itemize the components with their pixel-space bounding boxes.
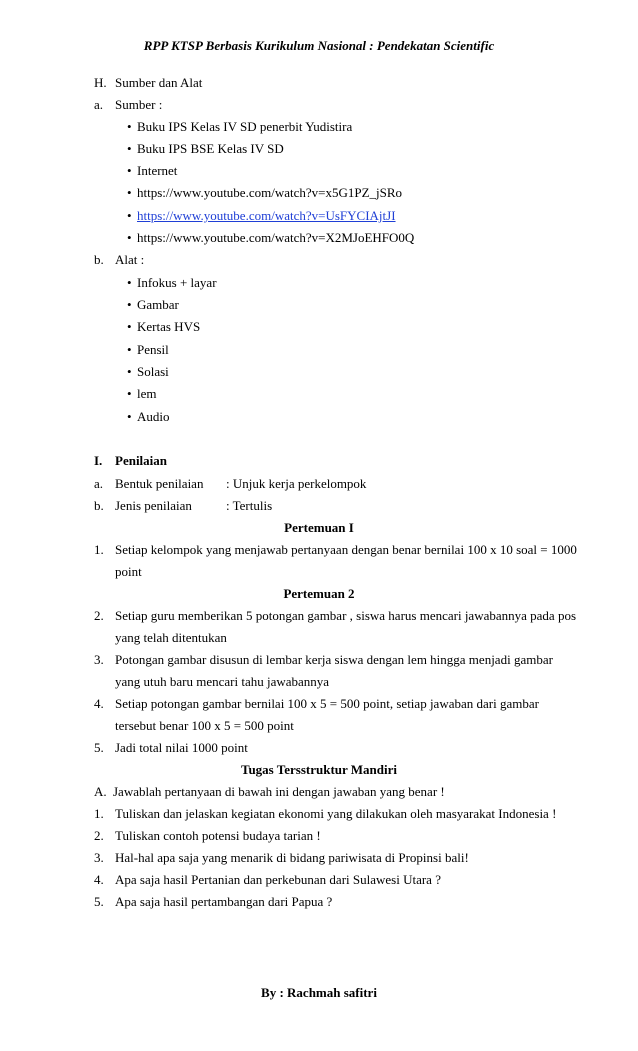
bullet-icon: • [127, 364, 132, 379]
sumber-item-text: Internet [137, 163, 178, 178]
numbered-item [94, 652, 553, 668]
item-number: 3. [94, 652, 104, 667]
page-header: RPP KTSP Berbasis Kurikulum Nasional : Pendekatan Scientific [143, 38, 495, 53]
sumber-heading [94, 97, 162, 113]
bullet-icon: • [127, 409, 132, 424]
alat-item-text: Infokus + layar [137, 275, 217, 290]
bullet-icon: • [127, 297, 132, 312]
pertemuan-2-title: Pertemuan 2 [283, 586, 355, 601]
sumber-item-text: Buku IPS Kelas IV SD penerbit Yudistira [137, 119, 353, 134]
alat-item [127, 319, 200, 335]
tugas-question [94, 806, 556, 822]
item-number: 4. [94, 696, 104, 711]
bullet-icon: • [127, 275, 132, 290]
sumber-item-text: https://www.youtube.com/watch?v=X2MJoEHFO0Q [137, 230, 415, 245]
sumber-item [127, 230, 414, 246]
alat-item-text: Pensil [137, 342, 169, 357]
youtube-link[interactable]: https://www.youtube.com/watch?v=UsFYCIAjtJI [137, 208, 396, 223]
item-number: 5. [94, 740, 104, 755]
numbered-item [94, 608, 576, 624]
bullet-icon: • [127, 119, 132, 134]
bentuk-penilaian-row [94, 476, 366, 492]
bullet-icon: • [127, 163, 132, 178]
alat-letter: b. [94, 252, 104, 267]
alat-item [127, 342, 169, 358]
item-text: Setiap guru memberikan 5 potongan gambar , siswa harus mencari jawabannya pada pos [115, 608, 576, 623]
numbered-item [94, 740, 248, 756]
bullet-icon: • [127, 208, 132, 223]
question-number: 4. [94, 872, 104, 887]
tugas-question [94, 894, 332, 910]
question-number: 5. [94, 894, 104, 909]
section-i-heading [94, 453, 167, 469]
bullet-icon: • [127, 141, 132, 156]
bentuk-label: Bentuk penilaian [115, 476, 204, 491]
alat-item [127, 297, 179, 313]
tugas-intro [94, 784, 445, 800]
bentuk-value: : Unjuk kerja perkelompok [226, 476, 367, 491]
item-number: 1. [94, 542, 104, 557]
question-text: Apa saja hasil Pertanian dan perkebunan dari Sulawesi Utara ? [115, 872, 441, 887]
bullet-icon: • [127, 185, 132, 200]
bentuk-letter: a. [94, 476, 104, 491]
numbered-item [94, 696, 539, 712]
question-number: 2. [94, 828, 104, 843]
sumber-label: Sumber : [115, 97, 163, 112]
item-text-continued: yang utuh baru mencari tahu jawabannya [115, 674, 330, 689]
alat-item-text: Audio [137, 409, 170, 424]
jenis-value: : Tertulis [226, 498, 273, 513]
sumber-item-text: https://www.youtube.com/watch?v=x5G1PZ_jSRo [137, 185, 403, 200]
sumber-item [127, 141, 284, 157]
item-text-continued: tersebut benar 100 x 5 = 500 point [115, 718, 294, 733]
bullet-icon: • [127, 386, 132, 401]
jenis-label: Jenis penilaian [115, 498, 192, 513]
section-i-letter: I. [94, 453, 103, 468]
alat-label: Alat : [115, 252, 145, 267]
item-text-continued: point [115, 564, 142, 579]
alat-item [127, 364, 169, 380]
question-text: Tuliskan dan jelaskan kegiatan ekonomi yang dilakukan oleh masyarakat Indonesia ! [115, 806, 557, 821]
question-number: 3. [94, 850, 104, 865]
tugas-question [94, 872, 441, 888]
question-text: Tuliskan contoh potensi budaya tarian ! [115, 828, 321, 843]
item-text: Jadi total nilai 1000 point [115, 740, 248, 755]
bullet-icon: • [127, 319, 132, 334]
question-text: Apa saja hasil pertambangan dari Papua ? [115, 894, 333, 909]
sumber-letter: a. [94, 97, 104, 112]
tugas-intro-letter: A. [94, 784, 107, 799]
numbered-item [94, 542, 577, 558]
tugas-question [94, 828, 321, 844]
jenis-penilaian-row [94, 498, 272, 514]
section-h-letter: H. [94, 75, 107, 90]
item-text-continued: yang telah ditentukan [115, 630, 227, 645]
item-text: Setiap kelompok yang menjawab pertanyaan dengan benar bernilai 100 x 10 soal = 1000 [115, 542, 577, 557]
alat-item-text: Solasi [137, 364, 169, 379]
bullet-icon: • [127, 230, 132, 245]
alat-item [127, 386, 157, 402]
pertemuan-1-title: Pertemuan I [284, 520, 354, 535]
section-h-title: Sumber dan Alat [115, 75, 203, 90]
item-text: Potongan gambar disusun di lembar kerja siswa dengan lem hingga menjadi gambar [115, 652, 553, 667]
alat-item-text: Gambar [137, 297, 179, 312]
question-number: 1. [94, 806, 104, 821]
jenis-letter: b. [94, 498, 104, 513]
tugas-title: Tugas Tersstruktur Mandiri [240, 762, 398, 777]
alat-heading [94, 252, 144, 268]
tugas-question [94, 850, 469, 866]
alat-item-text: Kertas HVS [137, 319, 201, 334]
page-footer: By : Rachmah safitri [261, 985, 377, 1000]
sumber-item [127, 185, 402, 201]
tugas-intro-text: Jawablah pertanyaan di bawah ini dengan jawaban yang benar ! [113, 784, 445, 799]
bullet-icon: • [127, 342, 132, 357]
sumber-item [127, 208, 396, 224]
question-text: Hal-hal apa saja yang menarik di bidang pariwisata di Propinsi bali! [115, 850, 469, 865]
alat-item-text: lem [137, 386, 157, 401]
item-number: 2. [94, 608, 104, 623]
section-h-heading [94, 75, 202, 91]
sumber-item [127, 119, 352, 135]
section-i-title: Penilaian [115, 453, 168, 468]
alat-item [127, 409, 170, 425]
alat-item [127, 275, 217, 291]
sumber-item-text: Buku IPS BSE Kelas IV SD [137, 141, 284, 156]
item-text: Setiap potongan gambar bernilai 100 x 5 = 500 point, setiap jawaban dari gambar [115, 696, 539, 711]
sumber-item [127, 163, 177, 179]
